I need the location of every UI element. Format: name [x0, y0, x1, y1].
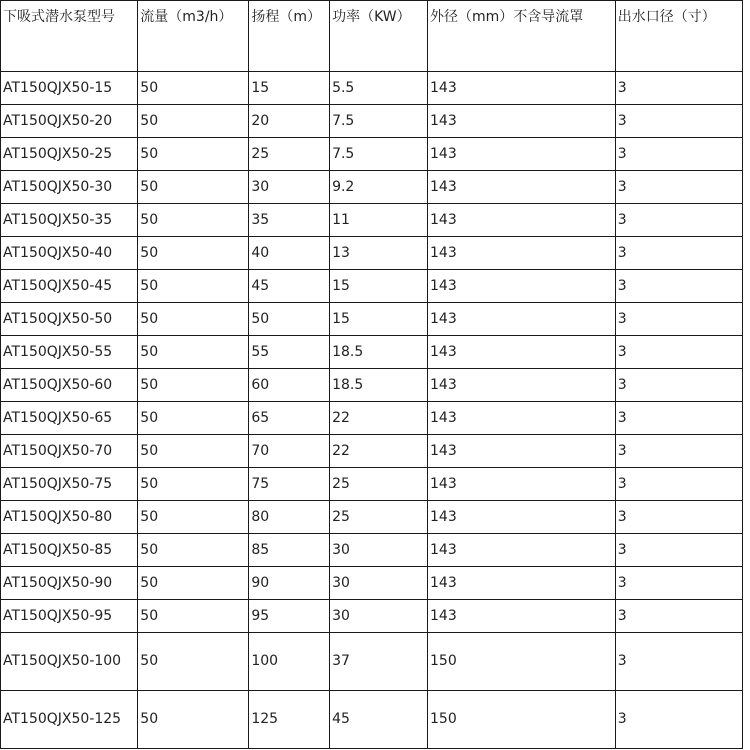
table-row [1, 204, 743, 237]
cell-outer-diameter: 143 [428, 270, 616, 303]
cell-head: 30 [249, 171, 330, 204]
cell-outlet-size: 3 [615, 534, 742, 567]
cell-power: 11 [330, 204, 428, 237]
cell-model: AT150QJX50-45 [1, 270, 138, 303]
cell-power: 5.5 [330, 72, 428, 105]
cell-flow: 50 [138, 171, 249, 204]
cell-power: 7.5 [330, 105, 428, 138]
cell-outer-diameter: 143 [428, 105, 616, 138]
cell-head: 85 [249, 534, 330, 567]
cell-outlet-size: 3 [615, 567, 742, 600]
cell-outer-diameter: 143 [428, 336, 616, 369]
table-row [1, 691, 743, 749]
cell-outer-diameter: 143 [428, 171, 616, 204]
cell-outer-diameter: 143 [428, 303, 616, 336]
cell-head: 50 [249, 303, 330, 336]
cell-flow: 50 [138, 72, 249, 105]
cell-flow: 50 [138, 402, 249, 435]
cell-outlet-size: 3 [615, 633, 742, 691]
cell-head: 125 [249, 691, 330, 749]
table-row [1, 270, 743, 303]
cell-model: AT150QJX50-95 [1, 600, 138, 633]
cell-head: 60 [249, 369, 330, 402]
cell-outer-diameter: 143 [428, 402, 616, 435]
table-row [1, 567, 743, 600]
cell-outer-diameter: 150 [428, 633, 616, 691]
cell-outer-diameter: 143 [428, 600, 616, 633]
cell-outlet-size: 3 [615, 468, 742, 501]
cell-head: 75 [249, 468, 330, 501]
cell-outlet-size: 3 [615, 435, 742, 468]
cell-model: AT150QJX50-35 [1, 204, 138, 237]
cell-power: 15 [330, 270, 428, 303]
cell-head: 35 [249, 204, 330, 237]
cell-power: 7.5 [330, 138, 428, 171]
cell-outlet-size: 3 [615, 600, 742, 633]
table-row [1, 303, 743, 336]
cell-head: 25 [249, 138, 330, 171]
table-row [1, 138, 743, 171]
cell-outer-diameter: 143 [428, 237, 616, 270]
cell-flow: 50 [138, 105, 249, 138]
cell-outlet-size: 3 [615, 303, 742, 336]
cell-flow: 50 [138, 534, 249, 567]
cell-power: 37 [330, 633, 428, 691]
header-power: 功率（KW） [330, 1, 428, 72]
cell-model: AT150QJX50-80 [1, 501, 138, 534]
cell-model: AT150QJX50-90 [1, 567, 138, 600]
cell-model: AT150QJX50-75 [1, 468, 138, 501]
table-row [1, 468, 743, 501]
cell-flow: 50 [138, 138, 249, 171]
cell-flow: 50 [138, 468, 249, 501]
cell-outer-diameter: 143 [428, 435, 616, 468]
cell-outlet-size: 3 [615, 138, 742, 171]
table-row [1, 501, 743, 534]
table-row [1, 402, 743, 435]
cell-outlet-size: 3 [615, 105, 742, 138]
cell-outer-diameter: 143 [428, 534, 616, 567]
cell-flow: 50 [138, 369, 249, 402]
cell-model: AT150QJX50-30 [1, 171, 138, 204]
cell-flow: 50 [138, 204, 249, 237]
table-row [1, 237, 743, 270]
cell-flow: 50 [138, 633, 249, 691]
table-row [1, 600, 743, 633]
cell-outlet-size: 3 [615, 204, 742, 237]
header-head: 扬程（m） [249, 1, 330, 72]
cell-power: 45 [330, 691, 428, 749]
cell-head: 95 [249, 600, 330, 633]
header-model: 下吸式潜水泵型号 [1, 1, 138, 72]
cell-head: 70 [249, 435, 330, 468]
cell-flow: 50 [138, 501, 249, 534]
table-row [1, 105, 743, 138]
cell-flow: 50 [138, 567, 249, 600]
cell-outlet-size: 3 [615, 237, 742, 270]
cell-power: 18.5 [330, 369, 428, 402]
cell-flow: 50 [138, 435, 249, 468]
cell-model: AT150QJX50-85 [1, 534, 138, 567]
cell-power: 25 [330, 468, 428, 501]
header-outlet-size: 出水口径（寸） [615, 1, 742, 72]
table-header-row [1, 1, 743, 72]
cell-model: AT150QJX50-50 [1, 303, 138, 336]
cell-outer-diameter: 143 [428, 501, 616, 534]
cell-flow: 50 [138, 237, 249, 270]
cell-outer-diameter: 143 [428, 468, 616, 501]
cell-head: 65 [249, 402, 330, 435]
cell-head: 20 [249, 105, 330, 138]
cell-model: AT150QJX50-125 [1, 691, 138, 749]
cell-outer-diameter: 143 [428, 72, 616, 105]
cell-power: 15 [330, 303, 428, 336]
cell-power: 9.2 [330, 171, 428, 204]
table-row [1, 369, 743, 402]
cell-head: 80 [249, 501, 330, 534]
table-row [1, 336, 743, 369]
cell-outlet-size: 3 [615, 72, 742, 105]
cell-flow: 50 [138, 270, 249, 303]
cell-outlet-size: 3 [615, 691, 742, 749]
cell-outlet-size: 3 [615, 336, 742, 369]
cell-model: AT150QJX50-60 [1, 369, 138, 402]
cell-model: AT150QJX50-55 [1, 336, 138, 369]
cell-model: AT150QJX50-70 [1, 435, 138, 468]
cell-power: 13 [330, 237, 428, 270]
cell-outer-diameter: 143 [428, 138, 616, 171]
cell-flow: 50 [138, 600, 249, 633]
table-row [1, 435, 743, 468]
cell-head: 100 [249, 633, 330, 691]
cell-outlet-size: 3 [615, 402, 742, 435]
cell-model: AT150QJX50-15 [1, 72, 138, 105]
cell-head: 90 [249, 567, 330, 600]
table-row [1, 534, 743, 567]
cell-power: 30 [330, 567, 428, 600]
cell-power: 25 [330, 501, 428, 534]
cell-head: 55 [249, 336, 330, 369]
cell-model: AT150QJX50-25 [1, 138, 138, 171]
cell-outer-diameter: 143 [428, 204, 616, 237]
cell-outlet-size: 3 [615, 270, 742, 303]
cell-outer-diameter: 150 [428, 691, 616, 749]
cell-power: 22 [330, 402, 428, 435]
header-outer-diameter: 外径（mm）不含导流罩 [428, 1, 616, 72]
cell-model: AT150QJX50-65 [1, 402, 138, 435]
cell-outlet-size: 3 [615, 501, 742, 534]
header-flow: 流量（m3/h） [138, 1, 249, 72]
cell-head: 40 [249, 237, 330, 270]
cell-outer-diameter: 143 [428, 369, 616, 402]
table-row [1, 171, 743, 204]
cell-outer-diameter: 143 [428, 567, 616, 600]
table-row [1, 72, 743, 105]
cell-model: AT150QJX50-40 [1, 237, 138, 270]
cell-model: AT150QJX50-20 [1, 105, 138, 138]
table-row [1, 633, 743, 691]
cell-flow: 50 [138, 303, 249, 336]
cell-head: 15 [249, 72, 330, 105]
cell-power: 30 [330, 534, 428, 567]
cell-flow: 50 [138, 691, 249, 749]
cell-flow: 50 [138, 336, 249, 369]
cell-power: 18.5 [330, 336, 428, 369]
cell-outlet-size: 3 [615, 171, 742, 204]
cell-model: AT150QJX50-100 [1, 633, 138, 691]
cell-outlet-size: 3 [615, 369, 742, 402]
cell-head: 45 [249, 270, 330, 303]
cell-power: 22 [330, 435, 428, 468]
cell-power: 30 [330, 600, 428, 633]
